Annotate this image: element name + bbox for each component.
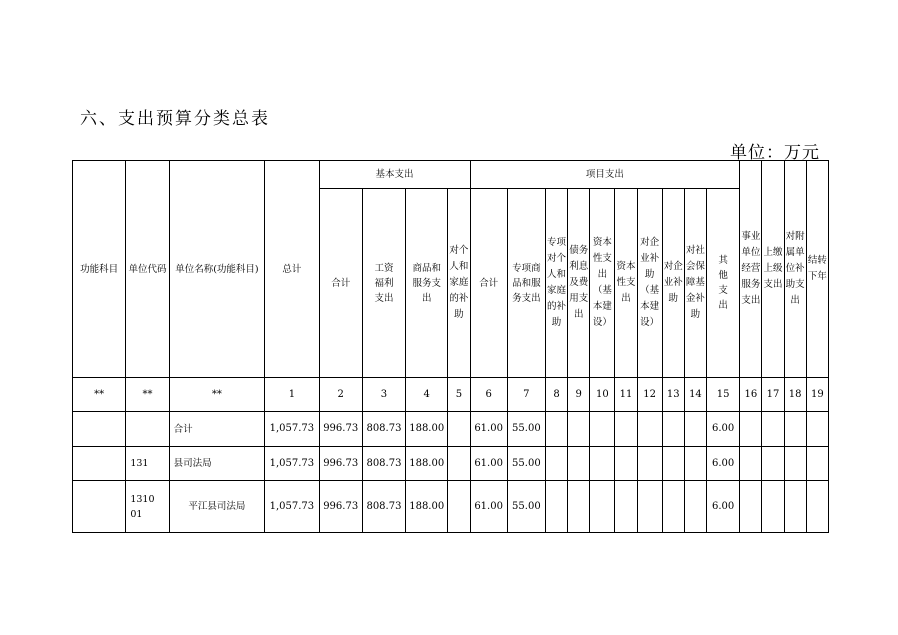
header-social-security: 对社会保障基金补助 (684, 189, 706, 378)
value-cell: 808.73 (362, 481, 405, 533)
value-cell: 6.00 (707, 412, 740, 447)
value-cell (806, 412, 828, 447)
value-cell: 808.73 (362, 412, 405, 447)
header-capital-basic: 资本性支出（基本建设） (590, 189, 615, 378)
value-cell: 1,057.73 (265, 481, 319, 533)
header-carry-over: 结转下年 (806, 161, 828, 378)
index-cell: 4 (406, 378, 448, 412)
value-cell: 188.00 (406, 447, 448, 481)
value-cell: 6.00 (707, 481, 740, 533)
header-goods: 商品和服务支出 (406, 189, 448, 378)
name-cell: 平江县司法局 (169, 481, 265, 533)
header-enterprise: 对企业补助 (662, 189, 684, 378)
value-cell (740, 481, 762, 533)
value-cell (762, 481, 784, 533)
value-cell (662, 481, 684, 533)
value-cell (637, 481, 662, 533)
index-cell: 11 (615, 378, 637, 412)
func-cell (73, 447, 126, 481)
value-cell (545, 481, 567, 533)
value-cell (806, 481, 828, 533)
index-cell: 18 (784, 378, 806, 412)
header-capital: 资本性支出 (615, 189, 637, 378)
value-cell (806, 447, 828, 481)
value-cell (740, 447, 762, 481)
value-cell (545, 447, 567, 481)
value-cell: 55.00 (507, 447, 545, 481)
index-cell: ** (126, 378, 169, 412)
header-debt-interest: 债务利息及费用支出 (568, 189, 590, 378)
value-cell: 188.00 (406, 481, 448, 533)
code-cell: 131 (126, 447, 169, 481)
header-unit-code: 单位代码 (126, 161, 169, 378)
name-cell: 合计 (169, 412, 265, 447)
func-cell (73, 412, 126, 447)
value-cell (448, 412, 470, 447)
value-cell (448, 481, 470, 533)
value-cell: 55.00 (507, 481, 545, 533)
budget-table (72, 160, 829, 533)
header-basic: 基本支出 (319, 161, 470, 189)
header-other: 其他支出 (707, 189, 740, 378)
value-cell (784, 447, 806, 481)
header-special-goods: 专项商品和服务支出 (507, 189, 545, 378)
header-enterprise-basic: 对企业补助（基本建设） (637, 189, 662, 378)
header-personal-subsidy: 对个人和家庭的补助 (448, 189, 470, 378)
header-total: 总计 (265, 161, 319, 378)
header-special-personal: 专项对个人和家庭的补助 (545, 189, 567, 378)
value-cell: 188.00 (406, 412, 448, 447)
value-cell (740, 412, 762, 447)
value-cell (762, 412, 784, 447)
index-cell: 15 (707, 378, 740, 412)
header-biz-service: 事业单位经营服务支出 (740, 161, 762, 378)
value-cell (684, 412, 706, 447)
index-cell: ** (73, 378, 126, 412)
header-basic-sum: 合计 (319, 189, 362, 378)
value-cell (615, 447, 637, 481)
value-cell: 996.73 (319, 447, 362, 481)
value-cell (568, 447, 590, 481)
index-cell: 2 (319, 378, 362, 412)
value-cell: 1,057.73 (265, 412, 319, 447)
header-affiliated-subsidy: 对附属单位补助支出 (784, 161, 806, 378)
table-row (73, 412, 829, 447)
index-cell: 6 (470, 378, 507, 412)
index-cell: ** (169, 378, 265, 412)
value-cell (784, 481, 806, 533)
value-cell (762, 447, 784, 481)
func-cell (73, 481, 126, 533)
index-cell: 7 (507, 378, 545, 412)
value-cell: 996.73 (319, 412, 362, 447)
table-row (73, 447, 829, 481)
index-cell: 1 (265, 378, 319, 412)
header-unit-name: 单位名称(功能科目) (169, 161, 265, 378)
value-cell (590, 447, 615, 481)
value-cell (590, 481, 615, 533)
value-cell (568, 412, 590, 447)
index-cell: 19 (806, 378, 828, 412)
index-row (73, 378, 829, 412)
index-cell: 13 (662, 378, 684, 412)
name-cell: 县司法局 (169, 447, 265, 481)
value-cell (448, 447, 470, 481)
header-func-subject: 功能科目 (73, 161, 126, 378)
value-cell: 808.73 (362, 447, 405, 481)
value-cell (684, 447, 706, 481)
table-row (73, 481, 829, 533)
value-cell (637, 447, 662, 481)
index-cell: 8 (545, 378, 567, 412)
value-cell (615, 481, 637, 533)
index-cell: 16 (740, 378, 762, 412)
value-cell (545, 412, 567, 447)
unit-label: 单位：万元 (730, 143, 820, 163)
index-cell: 12 (637, 378, 662, 412)
value-cell (662, 447, 684, 481)
value-cell: 61.00 (470, 481, 507, 533)
value-cell (590, 412, 615, 447)
page-title: 六、支出预算分类总表 (80, 109, 270, 129)
index-cell: 9 (568, 378, 590, 412)
index-cell: 3 (362, 378, 405, 412)
code-cell (126, 412, 169, 447)
index-cell: 17 (762, 378, 784, 412)
index-cell: 10 (590, 378, 615, 412)
index-cell: 5 (448, 378, 470, 412)
value-cell (662, 412, 684, 447)
value-cell (784, 412, 806, 447)
value-cell: 1,057.73 (265, 447, 319, 481)
header-remit-upper: 上缴上级支出 (762, 161, 784, 378)
value-cell: 55.00 (507, 412, 545, 447)
value-cell: 996.73 (319, 481, 362, 533)
value-cell (568, 481, 590, 533)
value-cell: 61.00 (470, 447, 507, 481)
value-cell: 6.00 (707, 447, 740, 481)
value-cell (637, 412, 662, 447)
value-cell: 61.00 (470, 412, 507, 447)
value-cell (615, 412, 637, 447)
index-cell: 14 (684, 378, 706, 412)
code-cell: 131001 (126, 481, 169, 533)
header-proj-sum: 合计 (470, 189, 507, 378)
header-project: 项目支出 (470, 161, 740, 189)
header-wages: 工资福利支出 (362, 189, 405, 378)
value-cell (684, 481, 706, 533)
